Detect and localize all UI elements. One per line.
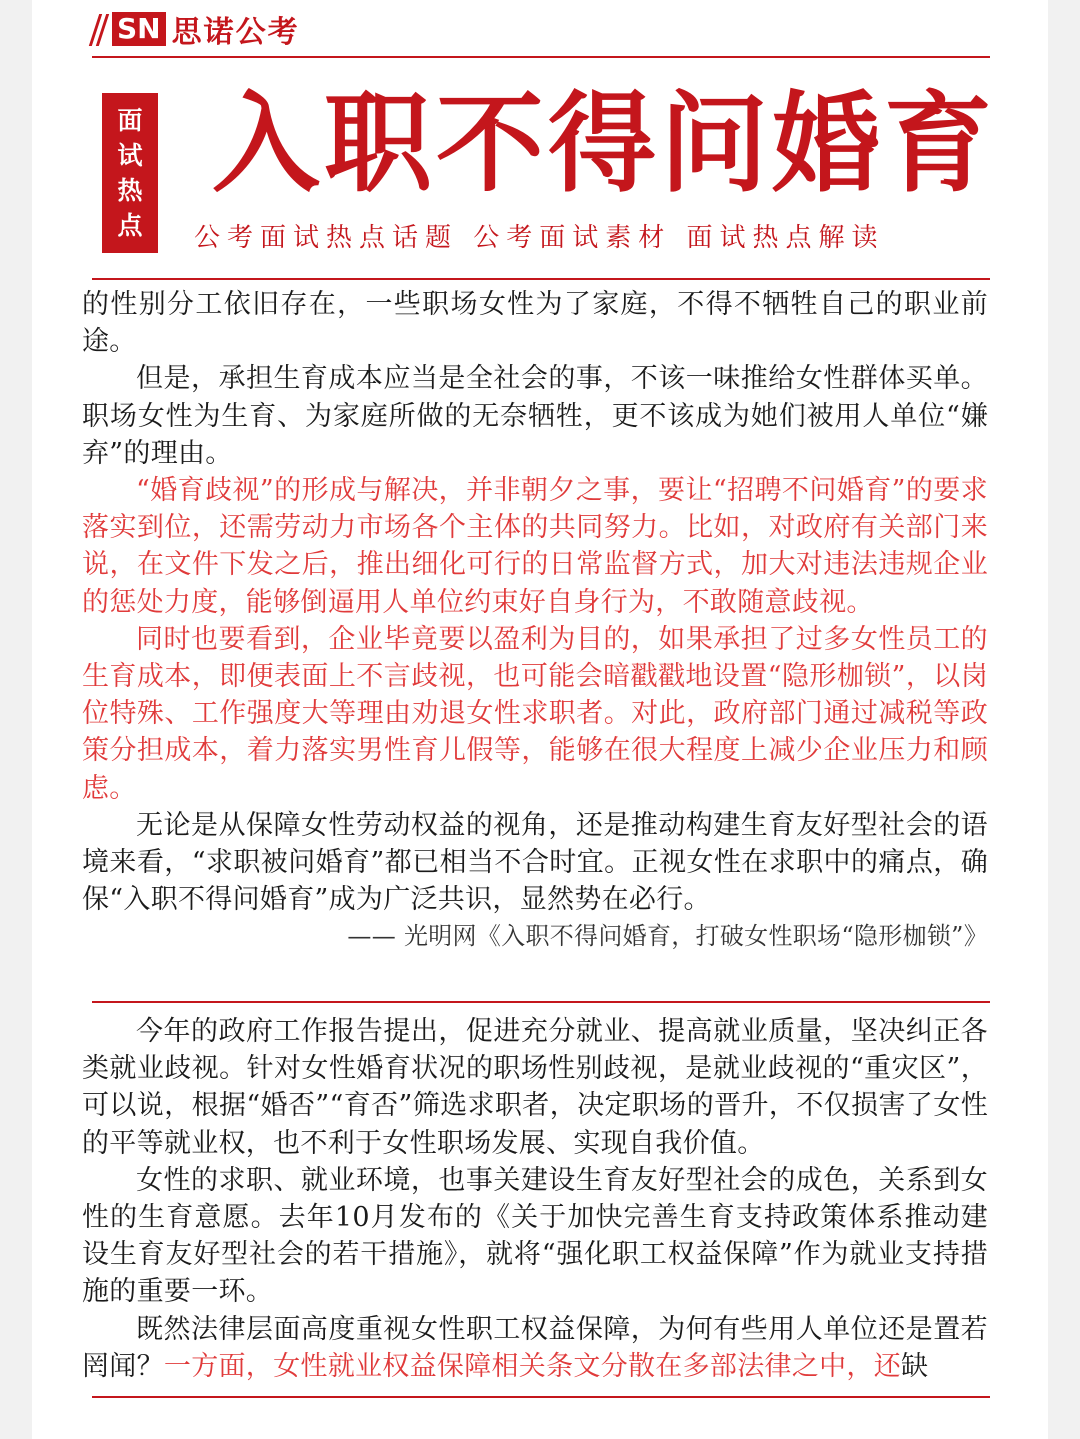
page <box>32 0 1048 1439</box>
highlight-text: 一方面，女性就业权益保障相关条文分散在多部法律之中，还 <box>163 1350 902 1382</box>
source-citation: —— 光明网《入职不得问婚育，打破女性职场“隐形枷锁”》 <box>347 922 988 951</box>
paragraph: 今年的政府工作报告提出，促进充分就业、提高就业质量，坚决纠正各类就业歧视。针对女性婚育状况的职场性别歧视，是就业歧视的“重灾区”，可以说，根据“婚否”“育否”筛选求职者，决定职场的晋升，不仅损害了女性的平等就业权，也不利于女性职场发展、实现自我价值。 <box>82 1016 988 1159</box>
page-title: 入职不得问婚育 <box>212 82 997 207</box>
article-excerpt-2 <box>82 1013 988 1385</box>
header-rule <box>92 56 990 58</box>
badge-char: 面 <box>117 106 143 135</box>
badge-char: 点 <box>117 211 143 240</box>
section-divider <box>92 1001 990 1003</box>
brand-name: 思诺公考 <box>171 15 300 50</box>
tagline: 公考面试热点话题 公考面试素材 面试热点解读 <box>194 223 885 253</box>
title-rule <box>92 278 990 280</box>
badge-char: 热 <box>117 176 143 205</box>
highlight-paragraph: 同时也要看到，企业毕竟要以盈利为目的，如果承担了过多女性员工的生育成本，即便表面上不言歧视，也可能会暗戳戳地设置“隐形枷锁”，以岗位特殊、工作强度大等理由劝退女性求职者。对此，政府部门通过减税等政策分担成本，着力落实男性育儿假等，能够在很大程度上减少企业压力和顾虑。 <box>82 623 988 804</box>
topic-badge <box>102 93 158 253</box>
footer-rule <box>92 1396 990 1398</box>
brand-code: SN <box>112 12 166 46</box>
highlight-paragraph: “婚育歧视”的形成与解决，并非朝夕之事，要让“招聘不问婚育”的要求落实到位，还需劳动力市场各个主体的共同努力。比如，对政府有关部门来说，在文件下发之后，推出细化可行的日常监督方式，加大对违法违规企业的惩处力度，能够倒逼用人单位约束好自身行为，不敢随意歧视。 <box>82 475 988 618</box>
paragraph: 但是，承担生育成本应当是全社会的事，不该一味推给女性群体买单。职场女性为生育、为家庭所做的无奈牺牲，更不该成为她们被用人单位“嫌弃”的理由。 <box>82 363 988 469</box>
brand-logo <box>92 6 300 52</box>
paragraph: 无论是从保障女性劳动权益的视角，还是推动构建生育友好型社会的语境来看，“求职被问婚育”都已相当不合时宜。正视女性在求职中的痛点，确保“入职不得问婚育”成为广泛共识，显然势在必行。 <box>82 809 988 916</box>
article-excerpt-1 <box>82 286 988 956</box>
paragraph: 的性别分工依旧存在，一些职场女性为了家庭，不得不牺牲自己的职业前途。 <box>82 289 988 358</box>
brand-slash-icon <box>92 12 108 46</box>
paragraph: 女性的求职、就业环境，也事关建设生育友好型社会的成色，关系到女性的生育意愿。去年10月发布的《关于加快完善生育支持政策体系推动建设生育友好型社会的若干措施》，就将“强化职工权益保障”作为就业支持措施的重要一环。 <box>82 1164 988 1308</box>
badge-char: 试 <box>117 141 143 170</box>
paragraph-text: 既然法律层面高度重视女性职工权益保障，为何有些用人单位还是置若罔闻？ <box>82 1313 988 1382</box>
paragraph-text: 缺 <box>901 1350 929 1382</box>
paragraph <box>82 1311 988 1385</box>
